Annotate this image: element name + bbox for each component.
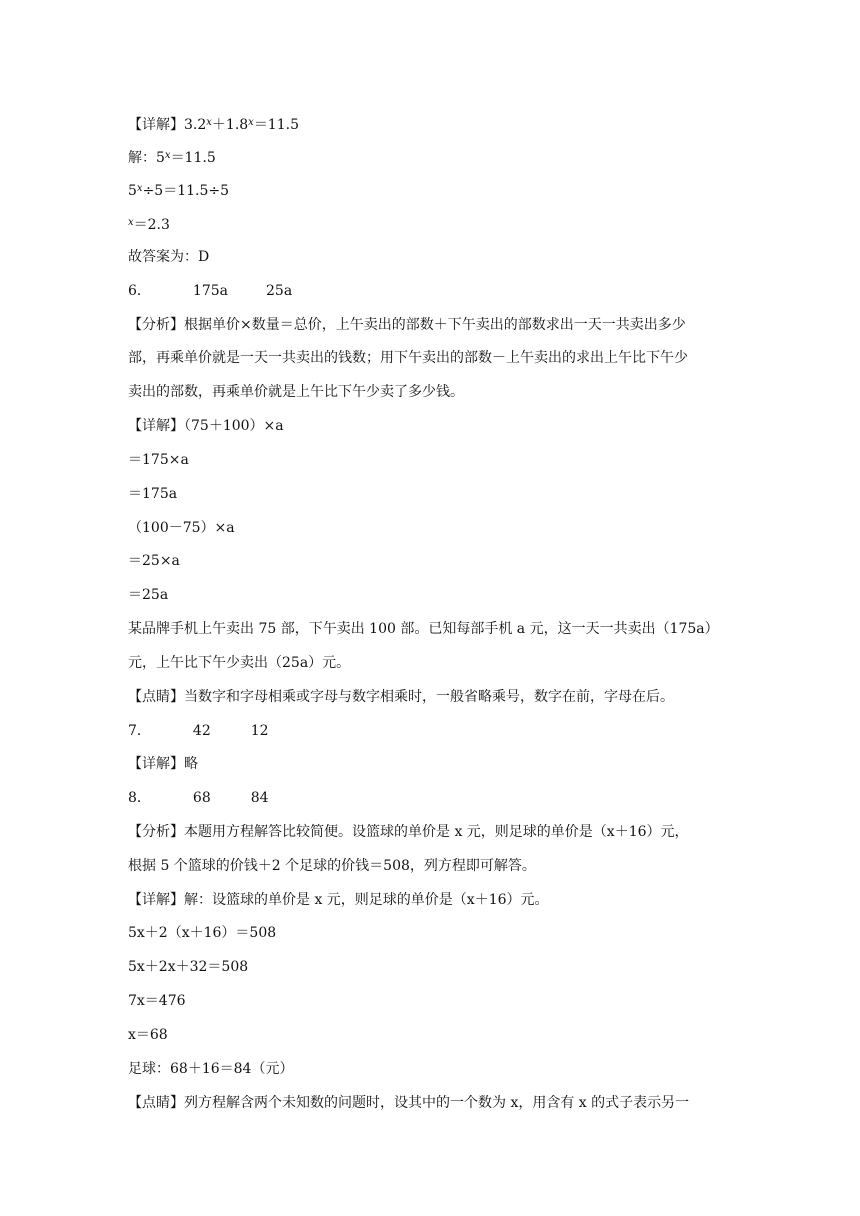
question-number: 7． bbox=[128, 723, 151, 739]
tip-line: 【点睛】列方程解含两个未知数的问题时，设其中的一个数为 x，用含有 x 的式子表示另一 bbox=[128, 1095, 690, 1111]
detail-line: 7x＝476 bbox=[128, 993, 186, 1009]
question-answer-row bbox=[128, 721, 269, 741]
solution-line bbox=[128, 213, 170, 235]
detail-line: 5x＋2x＋32＝508 bbox=[128, 959, 249, 975]
detail-line: x＝68 bbox=[128, 1027, 168, 1043]
answer-blank: 175a bbox=[192, 283, 228, 299]
summary-line: 某品牌手机上午卖出 75 部，下午卖出 100 部。已知每部手机 a 元，这一天一共卖出（175a） bbox=[128, 621, 719, 637]
detail-line: 足球：68＋16＝84（元） bbox=[128, 1061, 294, 1077]
detail-line: 【详解】解：设篮球的单价是 x 元，则足球的单价是（x＋16）元。 bbox=[128, 892, 549, 908]
text-segment: ＝2.3 bbox=[133, 217, 170, 233]
text-segment: 5 bbox=[128, 183, 137, 199]
detail-line: ＝25×a bbox=[128, 553, 180, 569]
detail-line: ＝175×a bbox=[128, 452, 189, 468]
text-segment: 【详解】3.2 bbox=[128, 117, 207, 133]
answer-line: 故答案为：D bbox=[128, 249, 210, 265]
text-segment: ＋1.8 bbox=[211, 117, 249, 133]
answer-blank: 68 bbox=[192, 790, 211, 806]
question-answer-row bbox=[128, 788, 269, 808]
question-number: 8． bbox=[128, 790, 151, 806]
variable-x: x bbox=[136, 183, 143, 194]
analysis-line: 卖出的部数，再乘单价就是上午比下午少卖了多少钱。 bbox=[128, 384, 464, 400]
detail-line: 5x＋2（x＋16）＝508 bbox=[128, 925, 277, 941]
answer-blank: 25a bbox=[266, 283, 293, 299]
question-answer-row bbox=[128, 281, 292, 301]
tip-line: 【点睛】当数字和字母相乘或字母与数字相乘时，一般省略乘号，数字在前，字母在后。 bbox=[128, 689, 674, 705]
analysis-line: 【分析】根据单价×数量＝总价，上午卖出的部数＋下午卖出的部数求出一天一共卖出多少 bbox=[128, 317, 686, 333]
summary-line: 元，上午比下午少卖出（25a）元。 bbox=[128, 655, 351, 671]
solution-line-equation bbox=[128, 113, 299, 135]
analysis-line: 【分析】本题用方程解答比较简便。设篮球的单价是 x 元，则足球的单价是（x＋16）元， bbox=[128, 824, 689, 840]
detail-line: 【详解】略 bbox=[128, 756, 198, 772]
analysis-line: 根据 5 个篮球的价钱＋2 个足球的价钱＝508，列方程即可解答。 bbox=[128, 858, 536, 874]
answer-blank: 42 bbox=[192, 723, 211, 739]
detail-line: ＝175a bbox=[128, 486, 178, 502]
solution-line bbox=[128, 146, 216, 168]
text-segment: ＝11.5 bbox=[170, 150, 216, 166]
detail-line: ＝25a bbox=[128, 587, 169, 603]
answer-blank: 84 bbox=[250, 790, 269, 806]
analysis-line: 部，再乘单价就是一天一共卖出的钱数；用下午卖出的部数－上午卖出的求出上午比下午少 bbox=[128, 350, 688, 366]
text-segment: 解：5 bbox=[128, 150, 165, 166]
variable-x: x bbox=[248, 117, 254, 128]
detail-line: 【详解】（75＋100）×a bbox=[128, 418, 284, 434]
text-segment: ＝11.5 bbox=[253, 117, 299, 133]
question-number: 6． bbox=[128, 283, 151, 299]
variable-x: x bbox=[206, 117, 212, 128]
detail-line: （100－75）×a bbox=[128, 520, 235, 536]
text-segment: ÷5＝11.5÷5 bbox=[142, 183, 230, 199]
variable-x: x bbox=[128, 217, 134, 228]
solution-line bbox=[128, 179, 229, 201]
variable-x: x bbox=[164, 150, 171, 161]
answer-blank: 12 bbox=[250, 723, 269, 739]
